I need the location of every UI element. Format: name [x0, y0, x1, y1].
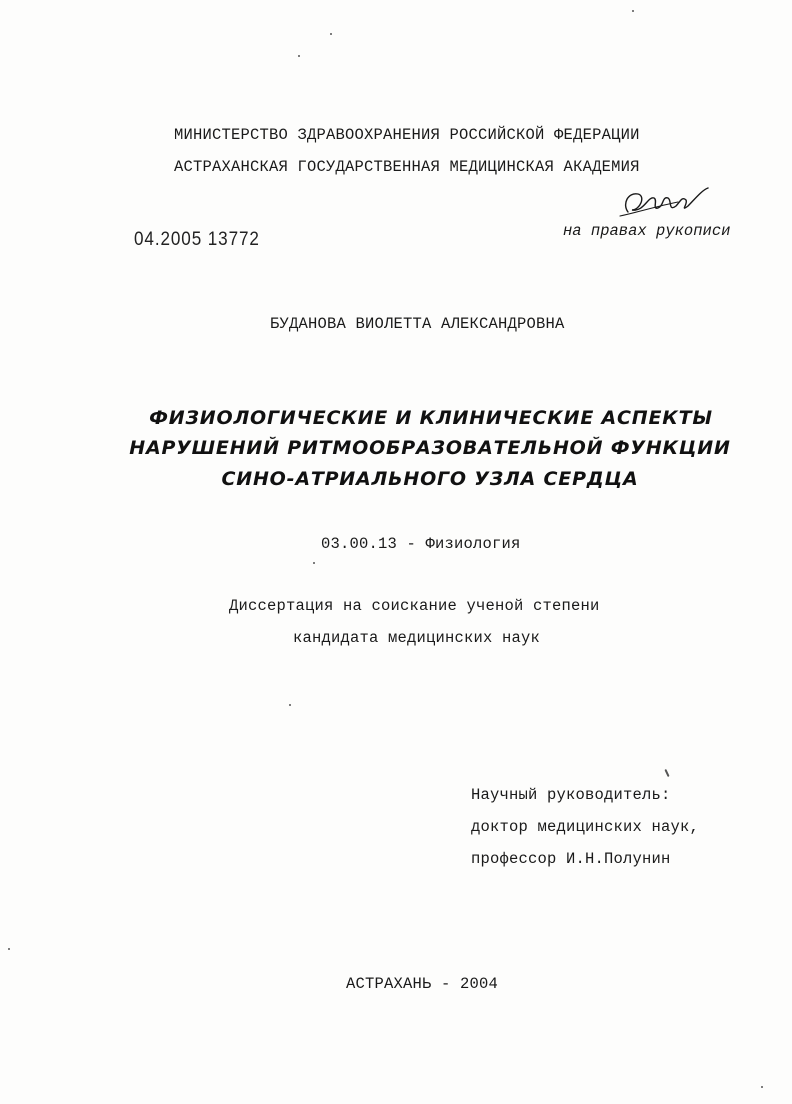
dissertation-degree-line-2: кандидата медицинских наук	[293, 629, 541, 647]
scan-speck	[664, 769, 669, 777]
scan-speck	[632, 10, 634, 12]
supervisor-degree: доктор медицинских наук,	[471, 818, 700, 836]
academy-heading: АСТРАХАНСКАЯ ГОСУДАРСТВЕННАЯ МЕДИЦИНСКАЯ АКАДЕМИЯ	[174, 158, 640, 176]
city-year: АСТРАХАНЬ - 2004	[346, 975, 499, 993]
handwritten-signature	[618, 182, 710, 220]
author-name: БУДАНОВА ВИОЛЕТТА АЛЕКСАНДРОВНА	[270, 315, 565, 333]
registration-stamp: 04.2005 13772	[134, 229, 260, 250]
specialty-code: 03.00.13 - Физиология	[321, 535, 521, 553]
ministry-heading: МИНИСТЕРСТВО ЗДРАВООХРАНЕНИЯ РОССИЙСКОЙ ФЕДЕРАЦИИ	[174, 126, 640, 144]
manuscript-note: на правах рукописи	[563, 222, 731, 240]
scan-speck	[330, 33, 332, 35]
scan-speck	[298, 55, 300, 57]
scan-speck	[8, 948, 10, 950]
thesis-title-line-2: НАРУШЕНИЙ РИТМООБРАЗОВАТЕЛЬНОЙ ФУНКЦИИ	[129, 437, 731, 459]
supervisor-label: Научный руководитель:	[471, 786, 671, 804]
thesis-title-line-3: СИНО-АТРИАЛЬНОГО УЗЛА СЕРДЦА	[221, 468, 639, 490]
thesis-title-line-1: ФИЗИОЛОГИЧЕСКИЕ И КЛИНИЧЕСКИЕ АСПЕКТЫ	[149, 407, 713, 429]
scan-speck	[289, 704, 291, 706]
scan-speck	[761, 1086, 763, 1088]
scan-speck	[313, 562, 315, 564]
dissertation-degree-line-1: Диссертация на соискание ученой степени	[229, 597, 600, 615]
supervisor-name: профессор И.Н.Полунин	[471, 850, 671, 868]
